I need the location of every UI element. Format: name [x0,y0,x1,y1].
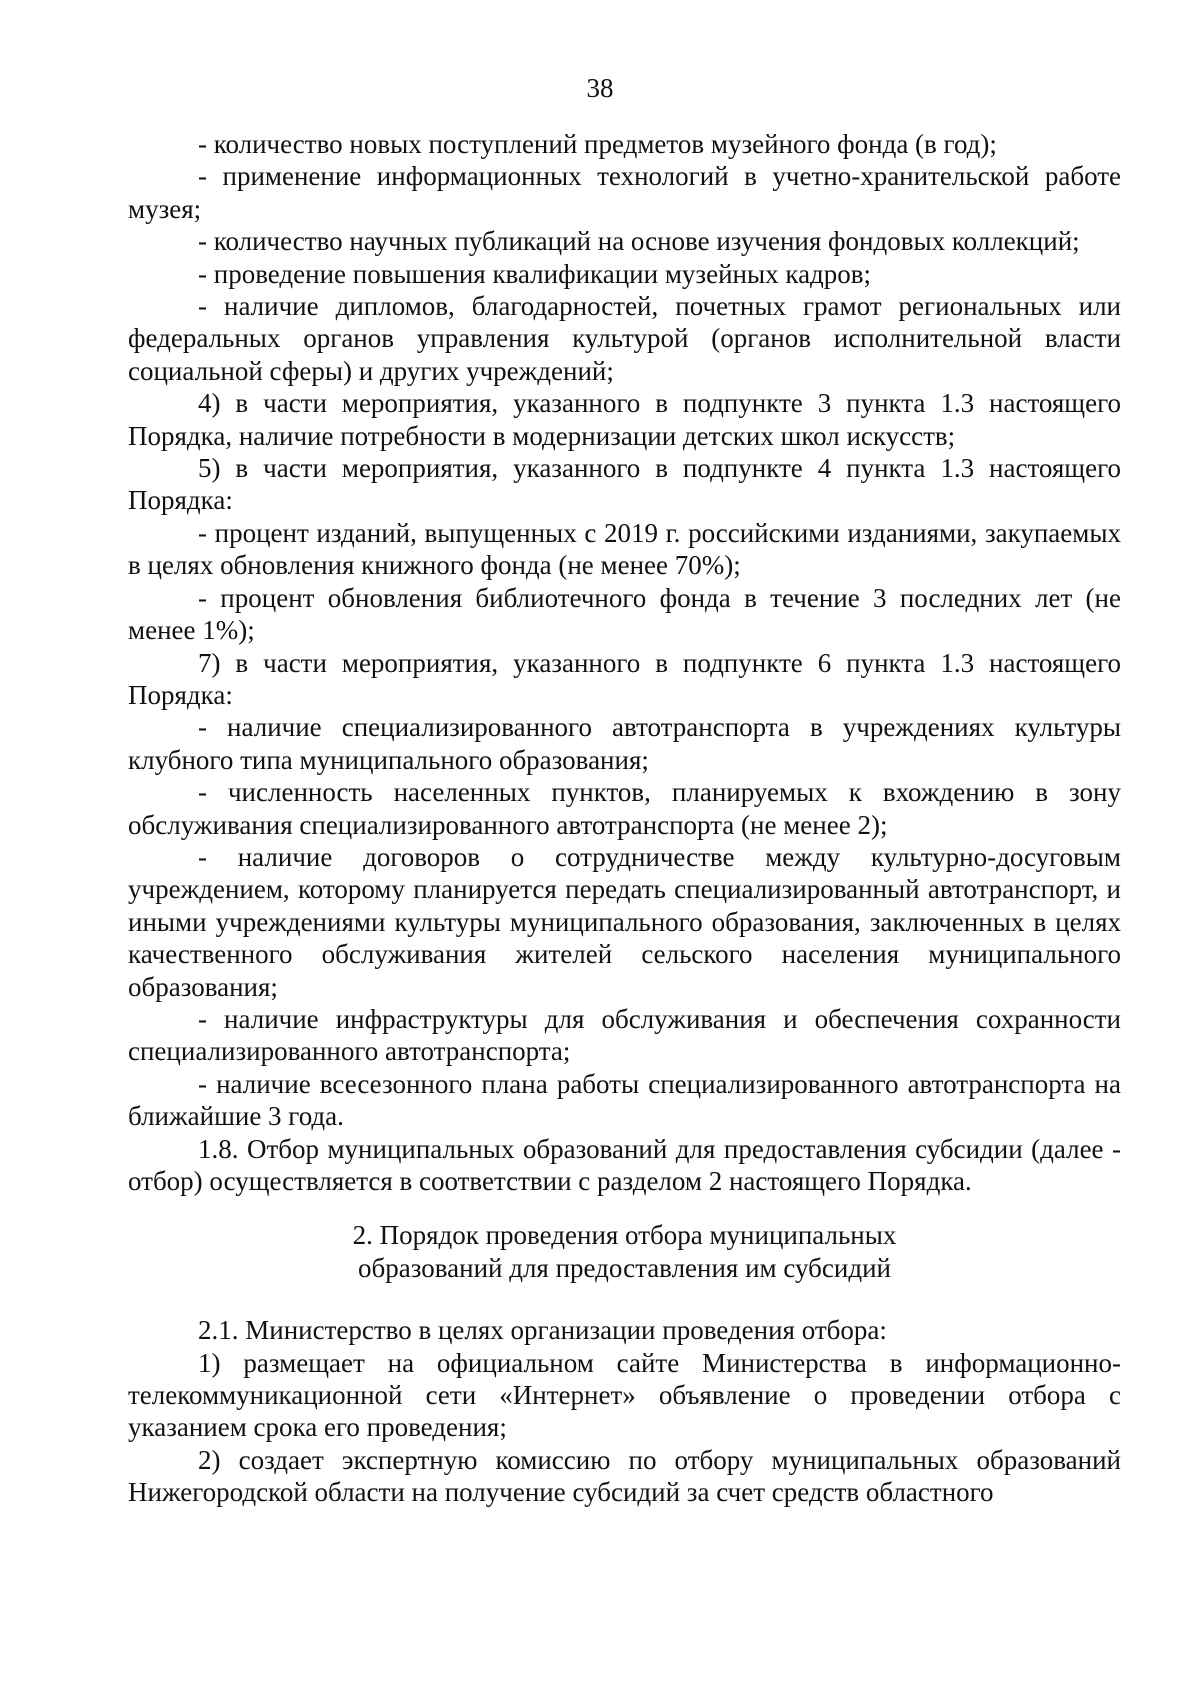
paragraph: 4) в части мероприятия, указанного в подпункте 3 пункта 1.3 настоящего Порядка, наличие потребности в модернизации детских школ искусств; [128,388,1121,451]
paragraph: 5) в части мероприятия, указанного в подпункте 4 пункта 1.3 настоящего Порядка: [128,453,1121,516]
page-number: 38 [586,73,614,103]
section-heading [128,1197,1121,1314]
section-heading-line: 2. Порядок проведения отбора муниципальных [352,1220,897,1251]
paragraph: - наличие инфраструктуры для обслуживания и обеспечения сохранности специализированного автотранспорта; [128,1003,1121,1067]
paragraph: - количество научных публикаций на основе изучения фондовых коллекций; [198,226,1080,257]
paragraph: - количество новых поступлений предметов музейного фонда (в год); [198,129,997,159]
paragraph: - наличие специализированного автотранспорта в учреждениях культуры клубного типа муниципального образования; [128,712,1121,775]
paragraph: - наличие договоров о сотрудничестве между культурно-досуговым учреждением, которому планируется передать специализированный автотранспорт, и иными учреждениями культуры муниципального образования, заключенных в целях качественного обслуживания жителей сельского населения муниципального образования; [128,841,1121,1002]
paragraph: - процент изданий, выпущенных с 2019 г. российскими изданиями, закупаемых в целях обновления книжного фонда (не менее 70%); [128,517,1121,581]
paragraph: - проведение повышения квалификации музейных кадров; [198,258,872,289]
paragraph: - численность населенных пунктов, планируемых к вхождению в зону обслуживания специализированного автотранспорта (не менее 2); [128,777,1121,840]
paragraph: - наличие дипломов, благодарностей, почетных грамот региональных или федеральных органов управления культурой (органов исполнительной власти социальной сферы) и других учреждений; [128,291,1121,386]
section-heading-line: образований для предоставления им субсидий [358,1252,891,1283]
paragraph: 1) размещает на официальном сайте Министерства в информационно-телекоммуникационной сети «Интернет» объявление о проведении отбора с указанием срока его проведения; [128,1347,1121,1443]
paragraph: 2.1. Министерство в целях организации проведения отбора: [198,1315,887,1346]
paragraph: - применение информационных технологий в учетно-хранительской работе музея; [128,161,1121,224]
paragraph: 7) в части мероприятия, указанного в подпункте 6 пункта 1.3 настоящего Порядка: [128,647,1121,710]
document-body [128,128,1121,1509]
paragraph: - наличие всесезонного плана работы специализированного автотранспорта на ближайшие 3 года. [128,1068,1121,1132]
paragraph: - процент обновления библиотечного фонда в течение 3 последних лет (не менее 1%); [128,582,1121,646]
paragraph: 1.8. Отбор муниципальных образований для предоставления субсидии (далее - отбор) осуществляется в соответствии с разделом 2 настоящего Порядка. [128,1133,1121,1196]
paragraph: 2) создает экспертную комиссию по отбору муниципальных образований Нижегородской области на получение субсидий за счет средств областного [128,1444,1121,1508]
